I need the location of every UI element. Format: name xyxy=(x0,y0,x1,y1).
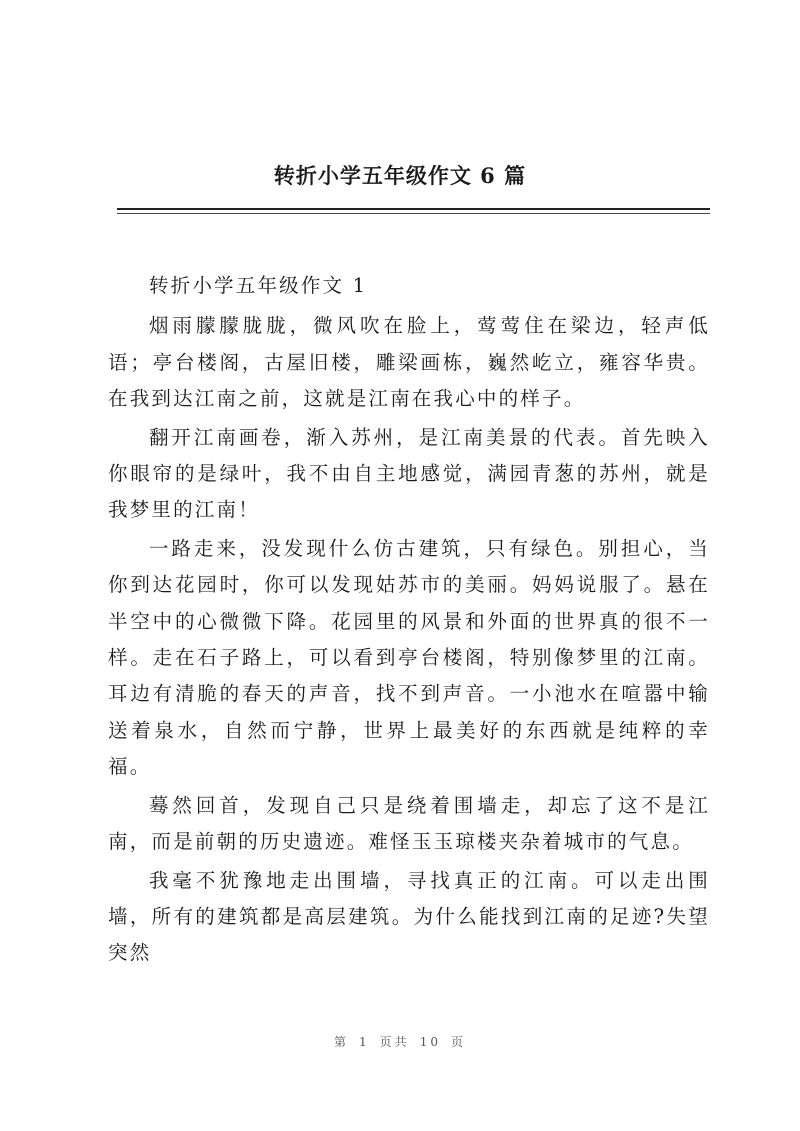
paragraph: 一路走来，没发现什么仿古建筑，只有绿色。别担心，当你到达花园时，你可以发现姑苏市的美丽。妈妈说服了。悬在半空中的心微微下降。花园里的风景和外面的世界真的很不一样。走在石子路上，可以看到亭台楼阁，特别像梦里的江南。耳边有清脆的春天的声音，找不到声音。一小池水在喧嚣中输送着泉水，自然而宁静，世界上最美好的东西就是纯粹的幸福。 xyxy=(108,536,710,779)
footer-prefix: 第 xyxy=(334,1035,350,1049)
paragraph: 我毫不犹豫地走出围墙，寻找真正的江南。可以走出围墙，所有的建筑都是高层建筑。为什么能找到江南的足迹?失望突然 xyxy=(108,868,710,965)
paragraph: 烟雨朦朦胧胧，微风吹在脸上，莺莺住在梁边，轻声低语；亭台楼阁，古屋旧楼，雕梁画栋，巍然屹立，雍容华贵。在我到达江南之前，这就是江南在我心中的样子。 xyxy=(108,314,710,411)
document-title: 转折小学五年级作文 6 篇 xyxy=(273,163,527,188)
paragraph: 翻开江南画卷，渐入苏州，是江南美景的代表。首先映入你眼帘的是绿叶，我不由自主地感觉，满园青葱的苏州，就是我梦里的江南！ xyxy=(108,425,710,522)
footer-suffix: 页 xyxy=(450,1035,466,1049)
footer-middle: 页共 xyxy=(379,1035,410,1049)
footer-total-pages: 10 xyxy=(419,1035,441,1049)
document-body xyxy=(108,268,710,974)
title-divider-thin xyxy=(117,213,710,214)
paragraph: 蓦然回首，发现自己只是绕着围墙走，却忘了这不是江南，而是前朝的历史遗迹。难怪玉玉琼楼夹杂着城市的气息。 xyxy=(108,793,710,854)
title-divider xyxy=(117,208,710,210)
footer-current-page: 1 xyxy=(359,1035,370,1049)
page-footer xyxy=(0,1033,800,1050)
essay-subheading: 转折小学五年级作文 1 xyxy=(148,274,368,297)
